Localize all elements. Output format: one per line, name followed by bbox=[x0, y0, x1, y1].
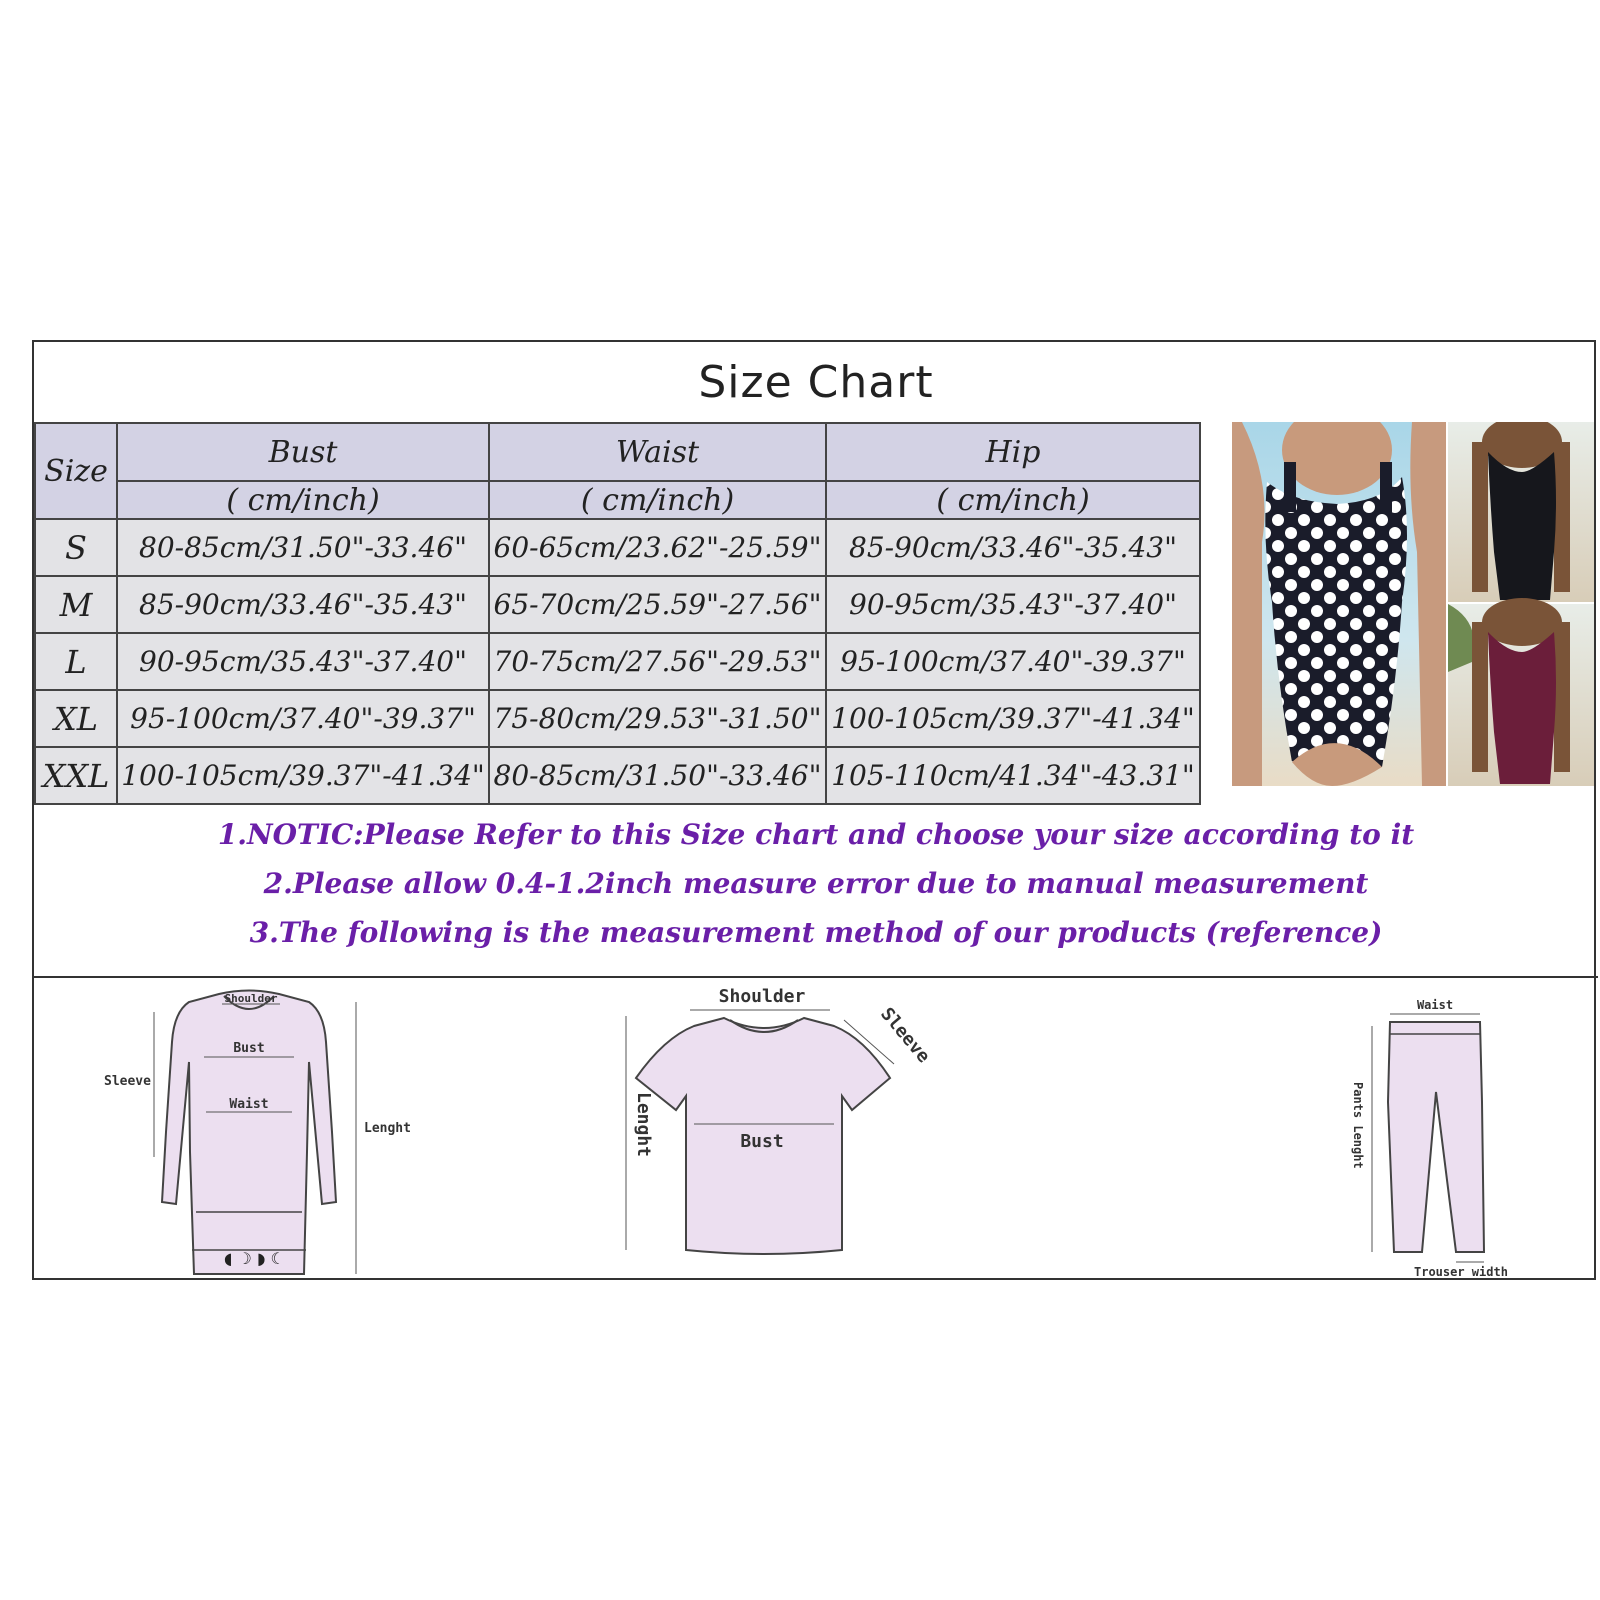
table-row bbox=[35, 747, 1200, 804]
size-header: Size bbox=[35, 423, 117, 519]
waist-header: Waist bbox=[489, 423, 826, 481]
hip-cell: 105-110cm/41.34"-43.31" bbox=[826, 747, 1200, 804]
size-chart-title: Size Chart bbox=[698, 357, 934, 408]
dress-shoulder-label: Shoulder bbox=[224, 992, 278, 1005]
waist-cell: 80-85cm/31.50"-33.46" bbox=[489, 747, 826, 804]
bust-cell: 90-95cm/35.43"-37.40" bbox=[117, 633, 489, 690]
pants-measurement-diagram bbox=[1334, 982, 1574, 1278]
tshirt-shoulder-label: Shoulder bbox=[718, 986, 806, 1007]
tshirt-bust-label: Bust bbox=[740, 1131, 784, 1152]
size-cell: L bbox=[35, 633, 117, 690]
note-2: 2.Please allow 0.4-1.2inch measure error due to manual measurement bbox=[263, 867, 1369, 900]
dress-length-label: Lenght bbox=[364, 1121, 411, 1136]
note-3: 3.The following is the measurement method of our products (reference) bbox=[249, 916, 1383, 949]
dress-waist-label: Waist bbox=[229, 1097, 269, 1112]
bust-cell: 100-105cm/39.37"-41.34" bbox=[117, 747, 489, 804]
bust-cell: 85-90cm/33.46"-35.43" bbox=[117, 576, 489, 633]
hip-unit: ( cm/inch) bbox=[826, 481, 1200, 519]
burgundy-swimsuit-photo bbox=[1448, 598, 1594, 786]
product-photos bbox=[1232, 422, 1594, 786]
bust-header: Bust bbox=[117, 423, 489, 481]
bust-cell: 80-85cm/31.50"-33.46" bbox=[117, 519, 489, 576]
notes bbox=[34, 810, 1598, 957]
hip-cell: 95-100cm/37.40"-39.37" bbox=[826, 633, 1200, 690]
waist-unit: ( cm/inch) bbox=[489, 481, 826, 519]
dress-bust-label: Bust bbox=[233, 1041, 265, 1056]
pants-trouser-width-label: Trouser width bbox=[1414, 1265, 1508, 1278]
hip-cell: 85-90cm/33.46"-35.43" bbox=[826, 519, 1200, 576]
table-row bbox=[35, 690, 1200, 747]
size-cell: S bbox=[35, 519, 117, 576]
svg-text:◖ ☽ ◗ ☾: ◖ ☽ ◗ ☾ bbox=[224, 1249, 285, 1268]
bust-cell: 95-100cm/37.40"-39.37" bbox=[117, 690, 489, 747]
pants-waist-label: Waist bbox=[1416, 998, 1454, 1012]
polka-dot-swimsuit-photo bbox=[1232, 422, 1446, 786]
pants-length-label: Pants Lenght bbox=[1351, 1082, 1365, 1169]
hip-cell: 100-105cm/39.37"-41.34" bbox=[826, 690, 1200, 747]
tshirt-measurement-diagram bbox=[594, 982, 934, 1272]
size-cell: M bbox=[35, 576, 117, 633]
waist-cell: 75-80cm/29.53"-31.50" bbox=[489, 690, 826, 747]
note-1: 1.NOTIC:Please Refer to this Size chart and choose your size according to it bbox=[217, 818, 1415, 851]
black-swimsuit-photo bbox=[1448, 422, 1594, 602]
size-table bbox=[34, 422, 1201, 805]
section-divider bbox=[34, 976, 1598, 978]
bust-unit: ( cm/inch) bbox=[117, 481, 489, 519]
waist-cell: 65-70cm/25.59"-27.56" bbox=[489, 576, 826, 633]
hip-header: Hip bbox=[826, 423, 1200, 481]
waist-cell: 70-75cm/27.56"-29.53" bbox=[489, 633, 826, 690]
tshirt-length-label: Lenght bbox=[633, 1092, 654, 1158]
header-row bbox=[35, 423, 1200, 481]
size-chart-frame bbox=[32, 340, 1596, 1280]
size-cell: XL bbox=[35, 690, 117, 747]
dress-sleeve-label: Sleeve bbox=[104, 1074, 151, 1089]
waist-cell: 60-65cm/23.62"-25.59" bbox=[489, 519, 826, 576]
table-row bbox=[35, 519, 1200, 576]
size-cell: XXL bbox=[35, 747, 117, 804]
tshirt-sleeve-label: Sleeve bbox=[876, 1003, 934, 1068]
table-row bbox=[35, 576, 1200, 633]
dress-measurement-diagram bbox=[104, 982, 444, 1282]
unit-row bbox=[35, 481, 1200, 519]
table-row bbox=[35, 633, 1200, 690]
hip-cell: 90-95cm/35.43"-37.40" bbox=[826, 576, 1200, 633]
